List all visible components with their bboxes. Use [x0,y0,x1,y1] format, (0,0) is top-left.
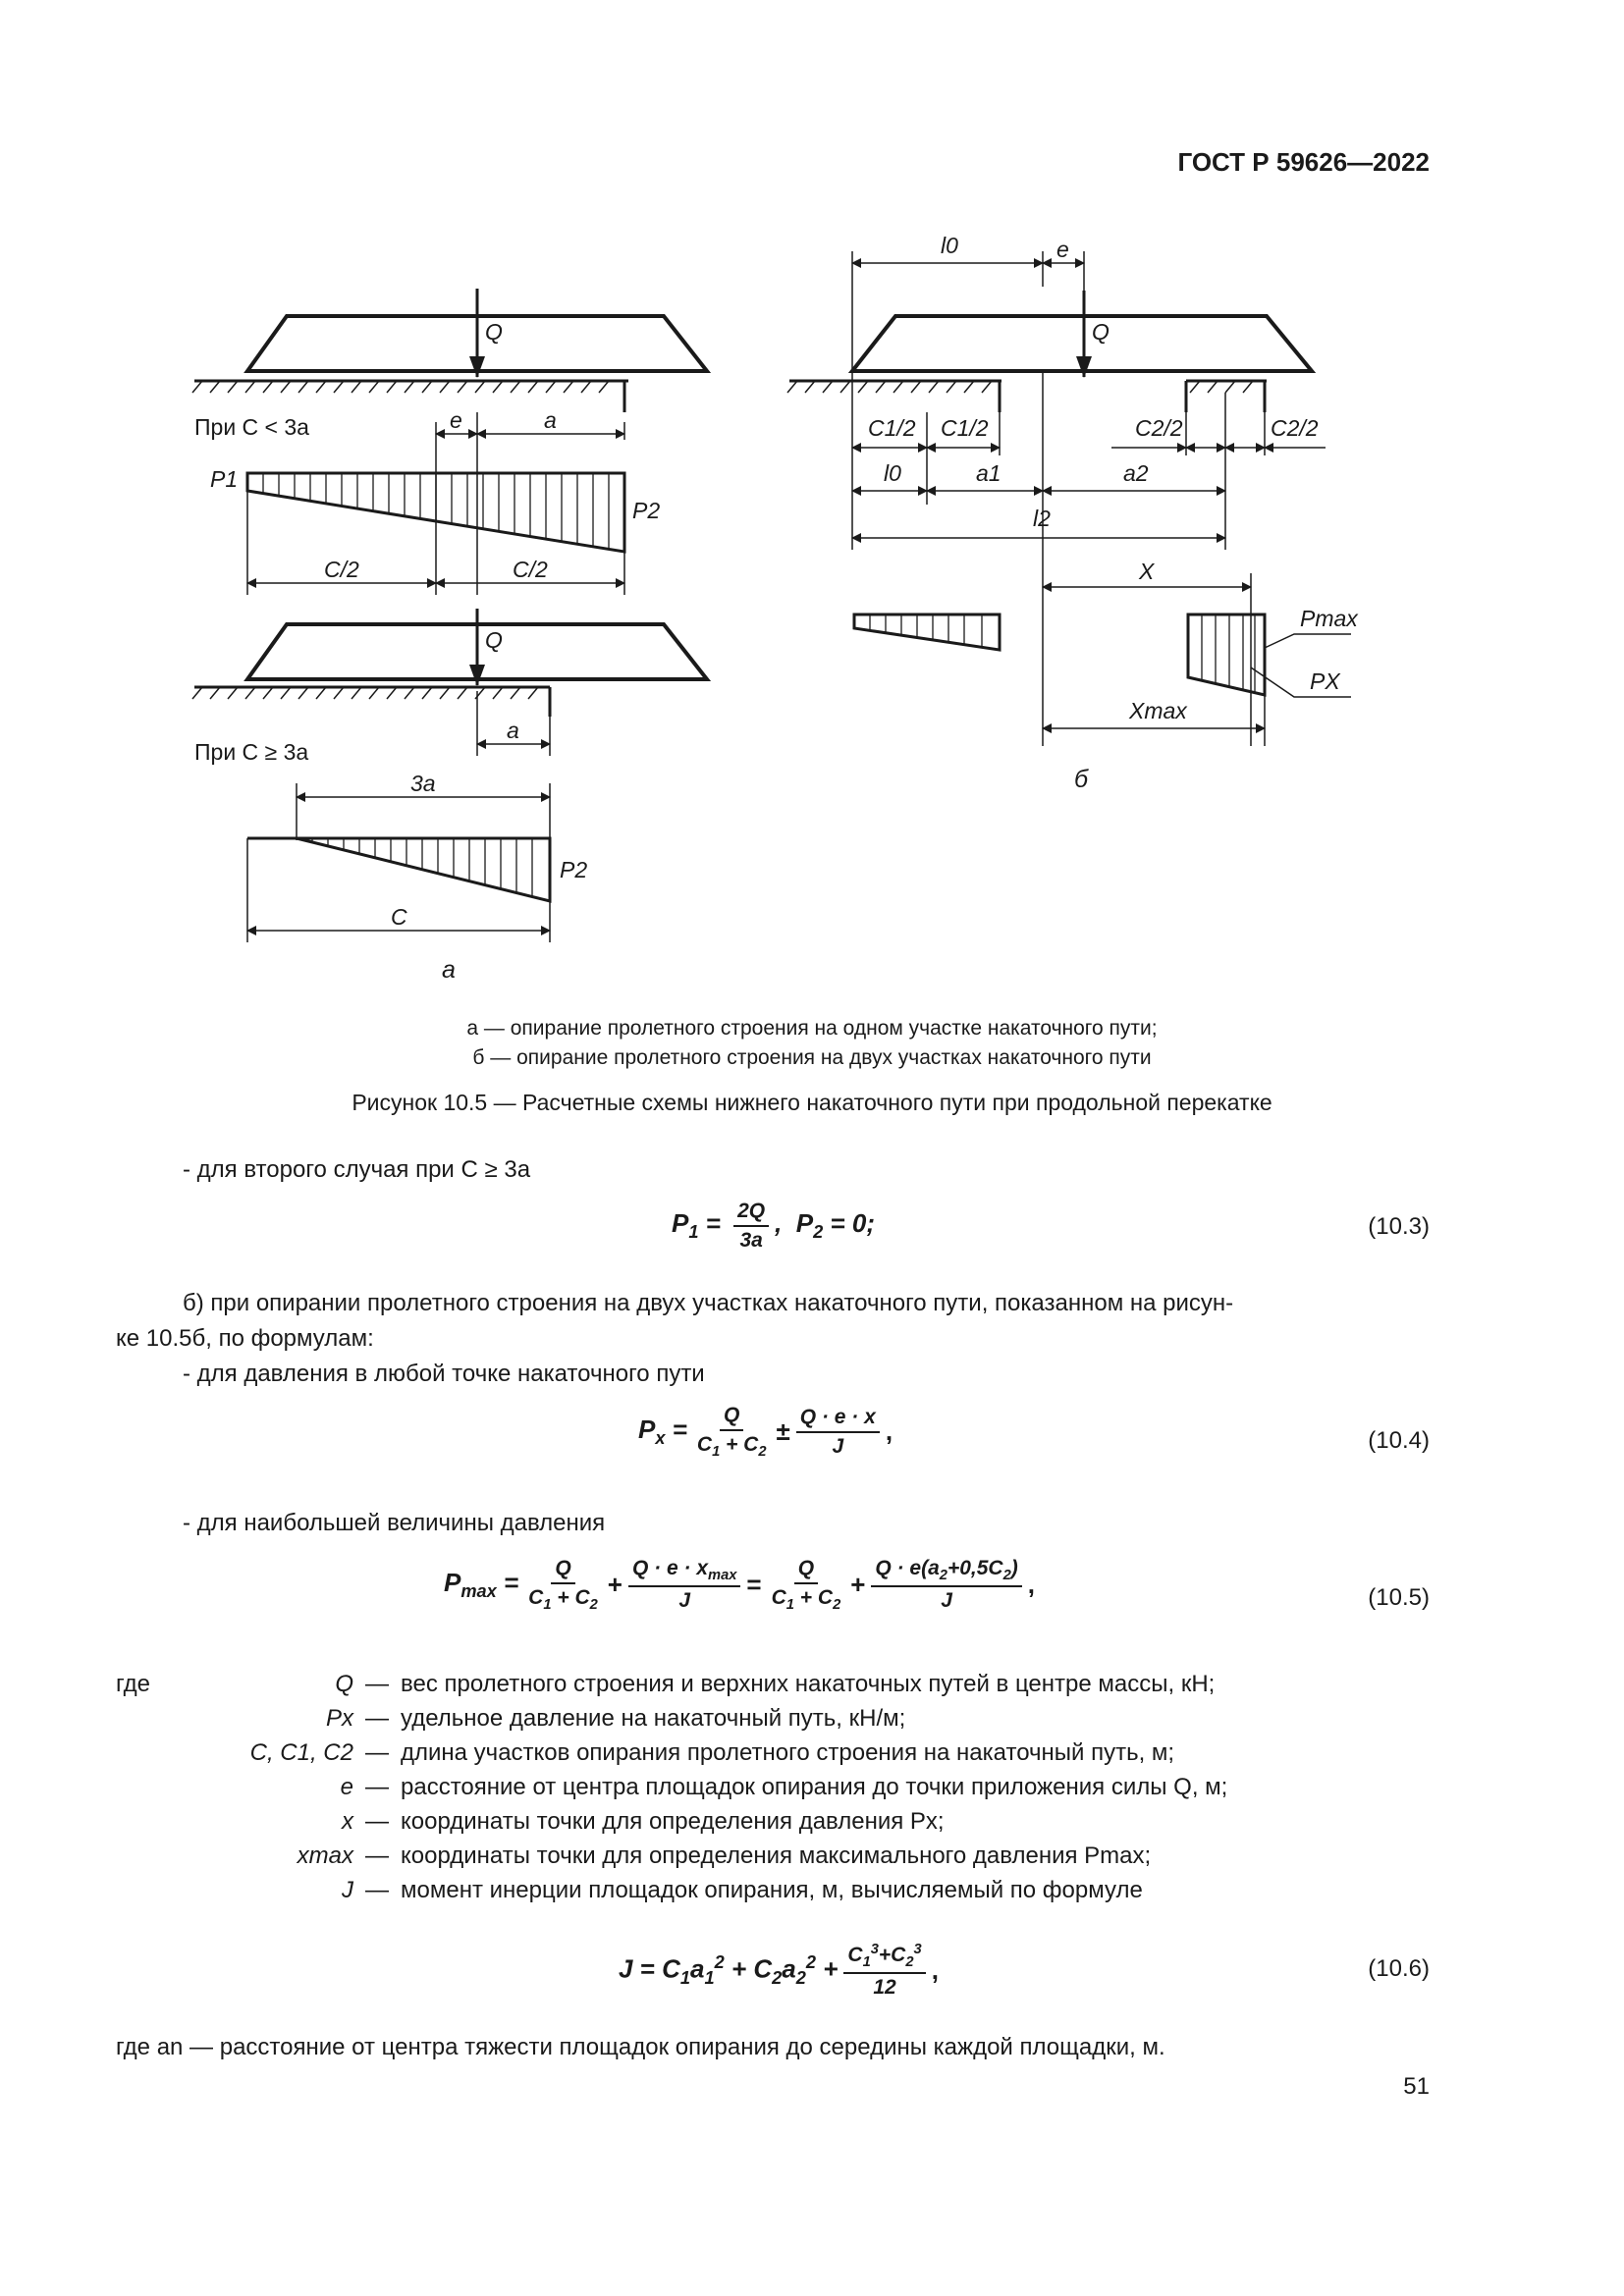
ground-hatch-b1 [787,381,992,393]
label-a1: a1 [976,460,1001,486]
legend-row-q: где Q — вес пролетного строения и верхних накаточных путей в центре массы, кН; [116,1671,1216,1697]
paragraph-max-pressure: - для наибольшей величины давления [183,1510,606,1536]
page-number: 51 [1403,2073,1430,2100]
label-l0: l0 [884,460,901,486]
ground-hatch-a1 [192,381,609,393]
paragraph-b-line2: ке 10.5б, по формулам: [116,1325,374,1352]
figure-10-5 [0,0,1624,1001]
span-trapezoid-b [852,316,1312,371]
legend-row-px: Px — удельное давление на накаточный путь, кН/м; [325,1705,906,1732]
paragraph-any-point: - для давления в любой точке накаточного пути [183,1361,705,1387]
ground-hatch-b2 [1190,381,1253,393]
label-c-half-left: C/2 [324,557,359,582]
equation-10-5: $P_{max}$ = $\frac{Q}{C_1 + C_2}$ + $\frac{Q \cdot e \cdot x_{max}}{J}$ = $\frac{Q}{C_1 + C_2}$ + $\frac{Q \cdot e(a_2+0,5C_2)}{J}$ , [444,1557,1035,1614]
label-a2: a2 [1123,460,1149,486]
label-c2-half-2: C2/2 [1271,415,1319,441]
label-pmax: Pmax [1300,606,1358,631]
label-p2-a1: P2 [632,498,661,523]
label-x: X [1139,559,1155,584]
legend-row-e: e — расстояние от центра площадок опирания до точки приложения силы Q, м; [340,1774,1228,1800]
label-c1-half-2: C1/2 [941,415,989,441]
equation-10-4: $P_x$ = $\frac{Q}{C_1 + C_2}$ ± $\frac{Q \cdot e \cdot x}{J}$ , [638,1404,893,1461]
legend-row-x: x — координаты точки для определения давления Px; [342,1808,945,1835]
document-header: ГОСТ Р 59626—2022 [1177,147,1430,177]
label-c1-half-1: C1/2 [868,415,916,441]
figure-caption: Рисунок 10.5 — Расчетные схемы нижнего накаточного пути при продольной перекатке [352,1090,1272,1115]
figure-legend-a: а — опирание пролетного строения на одном участке накаточного пути; [466,1017,1158,1040]
ground-hatch-a2 [192,687,538,699]
label-q-a2: Q [485,627,503,653]
label-case1: При C < 3a [194,414,309,440]
paragraph-b-line1: б) при опирании пролетного строения на двух участках накаточного пути, показанном на рисун- [183,1290,1234,1316]
paragraph-an-definition: где an — расстояние от центра тяжести площадок опирания до середины каждой площадки, м. [116,2034,1165,2060]
label-subfig-b: б [1074,766,1089,793]
label-q-b: Q [1092,319,1110,345]
label-e-a1: e [450,407,462,433]
equation-10-3: $P_1$ = $\frac{2Q}{3a}$ , $P_2 = 0$; [672,1200,876,1252]
label-case2: При C ≥ 3a [194,739,309,765]
label-a-a1: a [544,407,557,433]
pressure-hatch-b1 [870,614,982,647]
label-subfig-a: а [442,956,456,984]
label-xmax: Xmax [1129,698,1187,723]
figure-legend-b: б — опирание пролетного строения на двух участках накаточного пути [472,1046,1152,1069]
legend-row-c: C, C1, C2 — длина участков опирания пролетного строения на накаточный путь, м; [249,1739,1175,1766]
equation-number-10-5: (10.5) [1368,1584,1430,1611]
label-c2-half-1: C2/2 [1135,415,1183,441]
pressure-diagram-a2 [247,838,550,901]
label-3a: 3a [410,771,436,796]
equation-10-6: $J = C_1a_1^2 + C_2a_2^2$ + $\frac{C_1^3+C_2^3}{12}$ , [619,1942,939,2000]
label-p2-a2: P2 [560,857,588,882]
equation-number-10-4: (10.4) [1368,1427,1430,1454]
paragraph-second-case: - для второго случая при C ≥ 3a [183,1156,531,1183]
label-c: C [391,904,407,930]
label-l2: l2 [1033,506,1051,531]
label-px: PX [1310,668,1340,694]
legend-row-xmax: xmax — координаты точки для определения максимального давления Pmax; [297,1842,1152,1869]
label-q-a1: Q [485,319,503,345]
label-e-b: e [1056,237,1069,262]
equation-number-10-6: (10.6) [1368,1955,1430,1982]
legend-row-j: J — момент инерции площадок опирания, м, вычисляемый по формуле [342,1877,1143,1903]
pressure-diagram-b2 [1188,614,1265,695]
label-l0-top: l0 [941,233,958,258]
pressure-diagram-b1 [854,614,1000,650]
label-a-a2: a [507,718,519,743]
equation-number-10-3: (10.3) [1368,1213,1430,1240]
label-c-half-right: C/2 [513,557,548,582]
label-p1: P1 [210,466,239,492]
symbol-legend [116,1667,1227,1907]
